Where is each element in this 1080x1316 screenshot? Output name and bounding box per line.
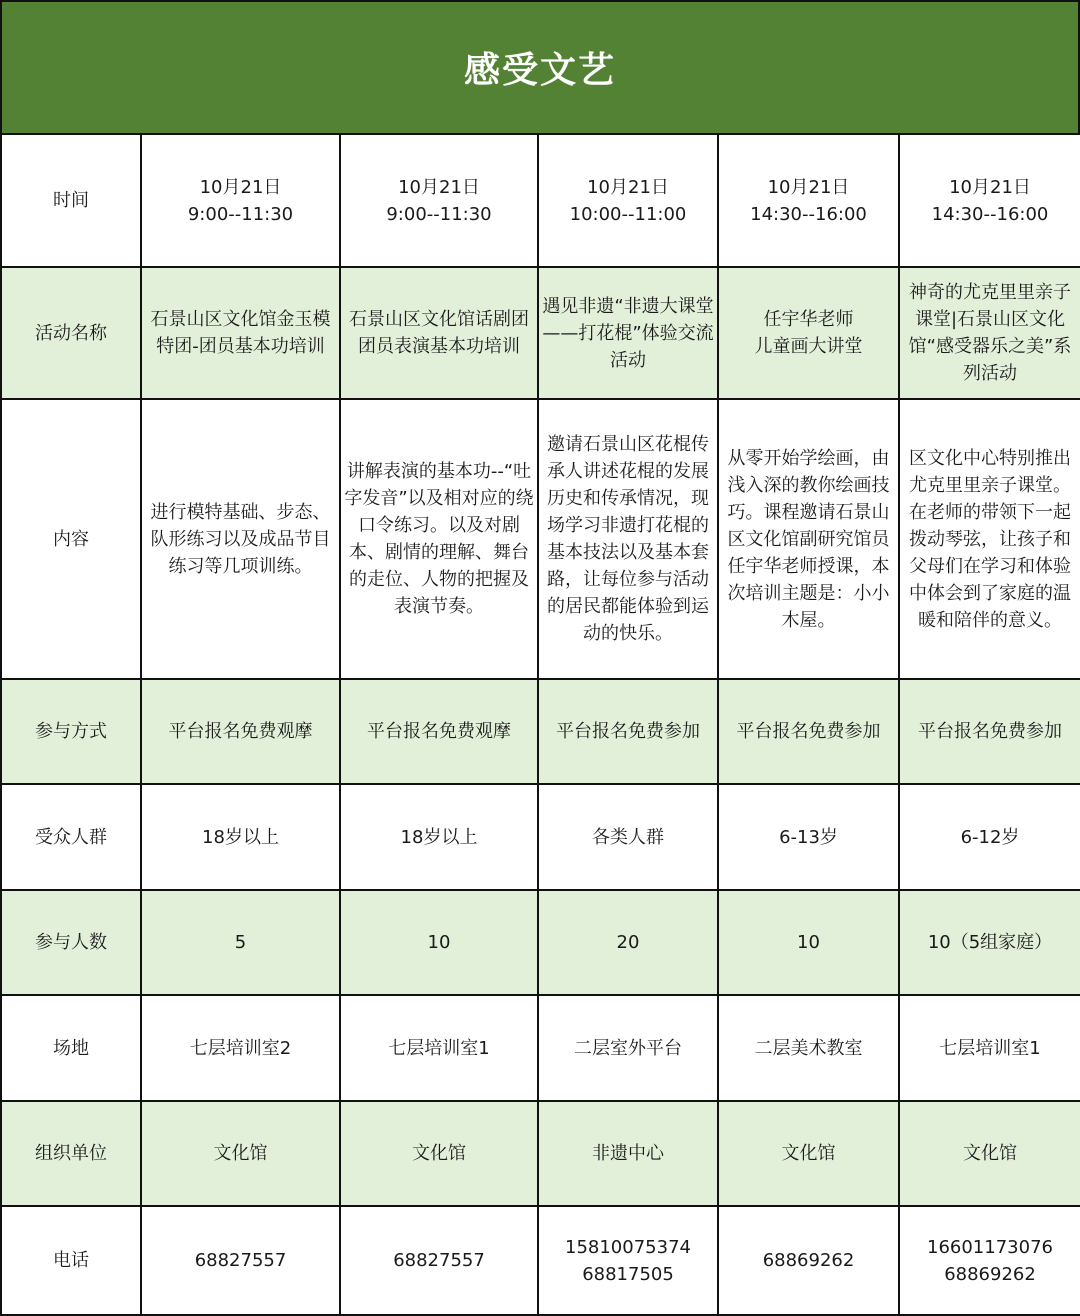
cell-text: 平台报名免费参加 (556, 721, 700, 742)
table-cell (141, 134, 340, 267)
table-cell (899, 134, 1080, 267)
table-cell (141, 399, 340, 679)
table-cell (718, 995, 899, 1101)
row-label: 电话 (1, 1206, 141, 1315)
cell-text: 15810075374 (565, 1236, 691, 1258)
cell-text: 二层美术教室 (754, 1037, 863, 1059)
table-cell (340, 784, 538, 890)
cell-text: 10（5组家庭） (927, 932, 1053, 953)
page-title: 感受文艺 (463, 50, 616, 91)
cell-text: 平台报名免费观摩 (168, 721, 313, 742)
cell-text: 16601173076 (927, 1236, 1053, 1258)
cell-text: 10月21日 (398, 176, 480, 198)
organizer-row (1, 1101, 1080, 1206)
time-row (1, 134, 1080, 267)
cell-text: 七层培训室2 (189, 1037, 292, 1059)
cell-text: 14:30--16:00 (931, 203, 1049, 225)
table-cell (340, 679, 538, 784)
row-label: 活动名称 (1, 267, 141, 399)
table-cell (538, 134, 718, 267)
table-cell (899, 995, 1080, 1101)
cell-text: 七层培训室1 (388, 1037, 490, 1059)
cell-text: 10月21日 (587, 176, 669, 198)
row-label: 时间 (1, 134, 141, 267)
table-cell (141, 890, 340, 995)
row-label: 场地 (1, 995, 141, 1101)
activity-name-row (1, 267, 1080, 399)
cell-text: 10 (427, 932, 451, 953)
table-cell (538, 1206, 718, 1315)
cell-text: 68869262 (944, 1263, 1036, 1285)
content-row (1, 399, 1080, 679)
table-cell (899, 890, 1080, 995)
row-label: 内容 (1, 399, 141, 679)
row-label: 参与方式 (1, 679, 141, 784)
cell-text: 10月21日 (949, 176, 1031, 198)
row-label: 受众人群 (1, 784, 141, 890)
table-cell (340, 267, 538, 399)
table-cell (141, 267, 340, 399)
cell-text: 20 (616, 932, 640, 953)
table-cell (718, 399, 899, 679)
cell-text: 非遗中心 (592, 1143, 664, 1164)
table-cell (340, 890, 538, 995)
participant-count-row (1, 890, 1080, 995)
cell-text: 遇见非遗“非遗大课堂——打花棍”体验交流活动 (542, 295, 714, 371)
cell-text: 10:00--11:00 (569, 203, 687, 225)
table-cell (340, 134, 538, 267)
cell-text: 石景山区文化馆金玉模特团-团员基本功培训 (150, 309, 331, 357)
table-cell (141, 1206, 340, 1315)
table-cell (340, 1206, 538, 1315)
cell-text: 平台报名免费参加 (918, 721, 1062, 742)
cell-text: 6-13岁 (779, 826, 838, 848)
table-cell (340, 399, 538, 679)
table-cell (141, 679, 340, 784)
row-label: 组织单位 (1, 1101, 141, 1206)
cell-text: 儿童画大讲堂 (754, 336, 863, 357)
cell-text: 6-12岁 (960, 826, 1020, 848)
cell-text: 文化馆 (781, 1143, 836, 1164)
table-cell (538, 399, 718, 679)
cell-text: 9:00--11:30 (386, 203, 492, 225)
table-cell (899, 1101, 1080, 1206)
table-cell (718, 890, 899, 995)
cell-text: 18岁以上 (400, 826, 478, 848)
cell-text: 18岁以上 (202, 826, 279, 848)
table-cell (718, 134, 899, 267)
cell-text: 文化馆 (412, 1143, 466, 1164)
venue-row (1, 995, 1080, 1101)
row-label: 参与人数 (1, 890, 141, 995)
cell-text: 平台报名免费观摩 (367, 721, 511, 742)
table-cell (340, 995, 538, 1101)
cell-text: 文化馆 (963, 1143, 1017, 1164)
table-cell (141, 1101, 340, 1206)
cell-text: 区文化中心特别推出尤克里里亲子课堂。在老师的带领下一起拨动琴弦，让孩子和父母们在学习和体验中体会到了家庭的温暖和陪伴的意义。 (909, 447, 1071, 631)
cell-text: 68827557 (393, 1250, 485, 1271)
schedule-table-body (1, 134, 1080, 1315)
cell-text: 10 (797, 932, 820, 953)
cell-text: 14:30--16:00 (750, 203, 867, 225)
table-cell (899, 1206, 1080, 1315)
cell-text: 从零开始学绘画，由浅入深的教你绘画技巧。课程邀请石景山区文化馆副研究馆员任宇华老师授课，本次培训主题是：小小木屋。 (727, 447, 890, 631)
table-cell (141, 784, 340, 890)
table-cell (718, 679, 899, 784)
table-cell (899, 679, 1080, 784)
table-cell (718, 1206, 899, 1315)
cell-text: 68827557 (194, 1250, 287, 1271)
table-cell (538, 784, 718, 890)
table-cell (538, 1101, 718, 1206)
table-cell (899, 267, 1080, 399)
table-cell (718, 1101, 899, 1206)
table-cell (141, 995, 340, 1101)
table-cell (538, 995, 718, 1101)
table-cell (538, 890, 718, 995)
table-cell (718, 267, 899, 399)
cell-text: 5 (234, 932, 247, 953)
cell-text: 各类人群 (592, 826, 664, 848)
cell-text: 进行模特基础、步态、队形练习以及成品节目练习等几项训练。 (150, 501, 331, 577)
table-cell (718, 784, 899, 890)
cell-text: 七层培训室1 (939, 1037, 1041, 1059)
cell-text: 9:00--11:30 (187, 203, 294, 225)
participation-row (1, 679, 1080, 784)
table-cell (538, 267, 718, 399)
schedule-table (0, 133, 1080, 1316)
cell-text: 68869262 (762, 1250, 855, 1271)
table-cell (899, 399, 1080, 679)
audience-row (1, 784, 1080, 890)
title-bar (0, 0, 1080, 133)
table-cell (340, 1101, 538, 1206)
cell-text: 邀请石景山区花棍传承人讲述花棍的发展历史和传承情况，现场学习非遗打花棍的基本技法以及基本套路，让每位参与活动的居民都能体验到运动的快乐。 (547, 434, 709, 644)
cell-text: 10月21日 (199, 176, 282, 198)
cell-text: 68817505 (582, 1263, 674, 1285)
cell-text: 平台报名免费参加 (736, 721, 881, 742)
phone-row (1, 1206, 1080, 1315)
cell-text: 文化馆 (213, 1143, 268, 1164)
cell-text: 二层室外平台 (574, 1037, 682, 1059)
cell-text: 石景山区文化馆话剧团团员表演基本功培训 (349, 309, 529, 357)
table-cell (538, 679, 718, 784)
cell-text: 讲解表演的基本功--“吐字发音”以及相对应的绕口令练习。以及对剧本、剧情的理解、舞台的走位、人物的把握及表演节奏。 (344, 461, 534, 617)
cell-text: 10月21日 (767, 176, 850, 198)
cell-text: 神奇的尤克里里亲子课堂|石景山区文化馆“感受器乐之美”系列活动 (908, 282, 1072, 384)
cell-text: 任宇华老师 (763, 309, 854, 330)
table-cell (899, 784, 1080, 890)
